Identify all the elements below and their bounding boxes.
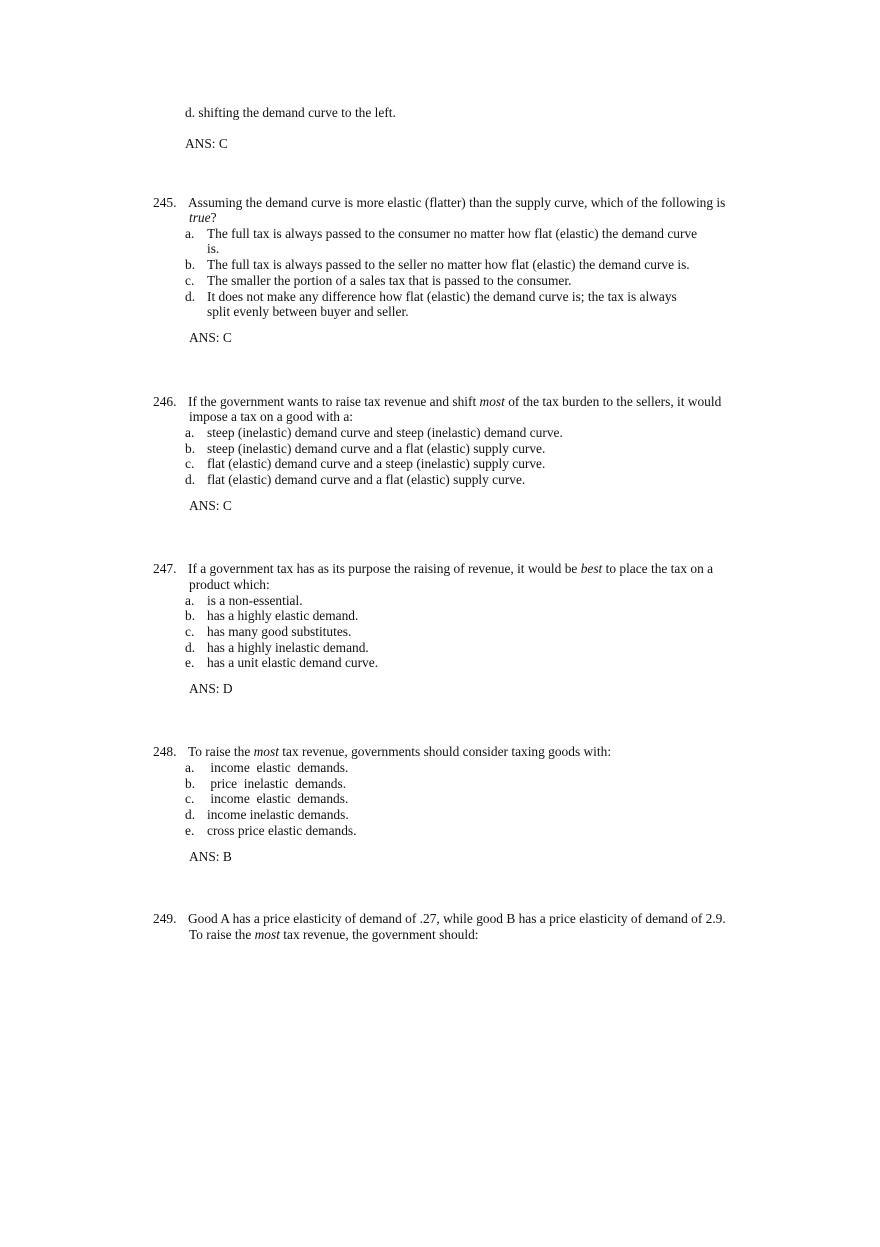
emphasis: most xyxy=(479,394,505,409)
option-letter: c. xyxy=(185,791,195,806)
stem-text: to place the tax on a xyxy=(602,561,714,576)
stem-text: ? xyxy=(210,210,217,225)
question-number: 247. xyxy=(153,561,177,576)
option-text: income elastic demands. xyxy=(207,760,349,775)
option-text: cross price elastic demands. xyxy=(207,823,357,838)
option-letter: e. xyxy=(185,823,195,838)
question-stem: Good A has a price elasticity of demand of .27, while good B has a price elasticity of demand of 2.9. xyxy=(188,911,726,926)
option-text-cont: is. xyxy=(207,241,220,256)
emphasis: true xyxy=(189,210,211,225)
option-letter: a. xyxy=(185,760,195,775)
question-stem xyxy=(188,394,721,410)
question-number: 245. xyxy=(153,195,177,210)
answer: ANS: C xyxy=(189,498,232,513)
option-text: steep (inelastic) demand curve and a flat (elastic) supply curve. xyxy=(207,441,546,456)
option-text: income inelastic demands. xyxy=(207,807,349,822)
option-text: The smaller the portion of a sales tax that is passed to the consumer. xyxy=(207,273,572,288)
answer: ANS: C xyxy=(189,330,232,345)
option-text: It does not make any difference how flat (elastic) the demand curve is; the tax is always xyxy=(207,289,677,304)
option-text: income elastic demands. xyxy=(207,791,349,806)
option-letter: b. xyxy=(185,608,196,623)
option-letter: b. xyxy=(185,257,196,272)
stem-text: tax revenue, the government should: xyxy=(279,927,479,942)
emphasis: most xyxy=(253,744,279,759)
option-text: The full tax is always passed to the consumer no matter how flat (elastic) the demand curve xyxy=(207,226,698,241)
option-letter: e. xyxy=(185,655,195,670)
question-number: 249. xyxy=(153,911,177,926)
answer: ANS: B xyxy=(189,849,232,864)
option-text: has a highly inelastic demand. xyxy=(207,640,369,655)
prev-option-d: d. shifting the demand curve to the left. xyxy=(185,105,396,120)
stem-text: of the tax burden to the sellers, it would xyxy=(504,394,722,409)
option-letter: d. xyxy=(185,472,196,487)
option-text: has a unit elastic demand curve. xyxy=(207,655,379,670)
option-text: steep (inelastic) demand curve and steep (inelastic) demand curve. xyxy=(207,425,563,440)
question-stem xyxy=(188,744,611,760)
question-stem-line2 xyxy=(189,927,479,943)
stem-text: If a government tax has as its purpose the raising of revenue, it would be xyxy=(188,561,581,576)
option-letter: d. xyxy=(185,807,196,822)
prev-answer: ANS: C xyxy=(185,136,228,151)
option-letter: a. xyxy=(185,425,195,440)
option-text: is a non-essential. xyxy=(207,593,303,608)
option-text: has a highly elastic demand. xyxy=(207,608,359,623)
option-letter: b. xyxy=(185,441,196,456)
question-stem: Assuming the demand curve is more elastic (flatter) than the supply curve, which of the following is xyxy=(188,195,726,210)
option-letter: b. xyxy=(185,776,196,791)
option-text: has many good substitutes. xyxy=(207,624,352,639)
stem-text: If the government wants to raise tax revenue and shift xyxy=(188,394,480,409)
option-text: flat (elastic) demand curve and a steep (inelastic) supply curve. xyxy=(207,456,546,471)
option-letter: c. xyxy=(185,273,195,288)
option-letter: d. xyxy=(185,640,196,655)
option-text-cont: split evenly between buyer and seller. xyxy=(207,304,409,319)
question-number: 246. xyxy=(153,394,177,409)
question-stem xyxy=(188,561,713,577)
option-text: price inelastic demands. xyxy=(207,776,347,791)
answer: ANS: D xyxy=(189,681,233,696)
option-letter: a. xyxy=(185,593,195,608)
option-letter: c. xyxy=(185,456,195,471)
emphasis: most xyxy=(254,927,280,942)
question-stem-line2 xyxy=(189,210,217,226)
question-number: 248. xyxy=(153,744,177,759)
option-text: flat (elastic) demand curve and a flat (elastic) supply curve. xyxy=(207,472,526,487)
stem-text: To raise the xyxy=(188,744,254,759)
question-stem-line2: impose a tax on a good with a: xyxy=(189,409,354,424)
stem-text: To raise the xyxy=(189,927,255,942)
question-stem-line2: product which: xyxy=(189,577,270,592)
emphasis: best xyxy=(580,561,603,576)
stem-text: tax revenue, governments should consider taxing goods with: xyxy=(278,744,612,759)
option-letter: c. xyxy=(185,624,195,639)
option-letter: d. xyxy=(185,289,196,304)
option-text: The full tax is always passed to the seller no matter how flat (elastic) the demand curve is. xyxy=(207,257,690,272)
option-letter: a. xyxy=(185,226,195,241)
